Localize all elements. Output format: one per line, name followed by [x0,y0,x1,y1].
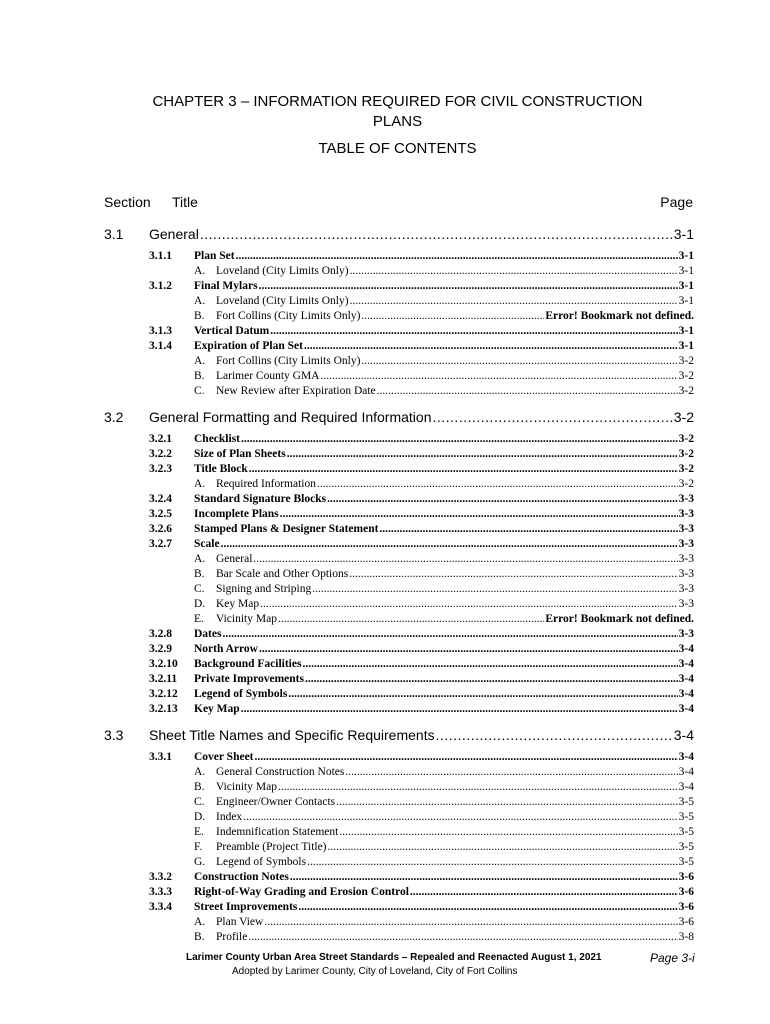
toc-title: Legend of Symbols [194,688,288,700]
toc-title: Key Map [194,703,240,715]
toc-page-number: 3-4 [678,751,694,763]
toc-page-number: 3-5 [678,841,694,853]
toc-entry [194,795,694,810]
toc-title-text: General Construction Notes [216,766,345,778]
toc-leader-dots [304,339,678,354]
toc-number: 3.2.6 [149,523,172,535]
toc-entry [194,582,694,597]
toc-page-number: 3-3 [678,598,694,610]
toc-page-number: 3-4 [678,781,694,793]
toc-number: 3.1.4 [149,340,172,352]
toc-entry [149,725,694,745]
toc-page-number: 3-2 [678,433,694,445]
toc-leader-dots [241,702,678,717]
toc-letter: D. [194,811,206,823]
toc-title [194,294,349,309]
toc-entry [194,810,694,825]
toc-entry [194,612,694,627]
toc-page-number: Error! Bookmark not defined. [545,613,694,625]
toc-title: General [149,226,199,242]
toc-page-number: 3-1 [678,295,694,307]
toc-entry [194,522,694,537]
toc-entry [194,432,694,447]
toc-page-number: 3-4 [678,766,694,778]
toc-letter: B. [194,931,205,943]
toc-title [194,825,338,840]
toc-leader-dots [327,492,678,507]
toc-letter: B. [194,568,205,580]
toc-title: Construction Notes [194,871,289,883]
toc-page-number: 3-6 [678,916,694,928]
toc-entry [194,900,694,915]
toc-number: 3.2.11 [149,673,178,685]
toc-entry [194,552,694,567]
toc-entry [194,597,694,612]
toc-leader-dots [236,249,678,264]
toc-leader-dots [221,537,678,552]
toc-title-text: Legend of Symbols [216,856,307,868]
toc-title: Title Block [194,463,248,475]
toc-title-text: Fort Collins (City Limits Only) [216,355,361,367]
toc-title: Sheet Title Names and Specific Requirements [149,727,435,743]
toc-number: 3.3.1 [149,751,172,763]
toc-letter: D. [194,598,206,610]
toc-letter: C. [194,385,205,397]
toc-entry [194,855,694,870]
toc-entry [194,780,694,795]
toc-letter: B. [194,310,205,322]
toc-page-number: 3-2 [678,478,694,490]
toc-leader-dots [361,309,544,324]
toc-number: 3.2.7 [149,538,172,550]
toc-title: Background Facilities [194,658,302,670]
toc-page-number: 3-6 [678,871,694,883]
toc-leader-dots [243,810,677,825]
toc-title [194,795,335,810]
toc-page-number: 3-4 [673,727,694,743]
toc-title [194,552,252,567]
toc-page-number: 3-2 [678,448,694,460]
toc-entry [194,324,694,339]
toc-page-number: 3-2 [678,355,694,367]
toc-entry [194,765,694,780]
toc-number: 3.2.9 [149,643,172,655]
toc-entry [194,249,694,264]
toc-leader-dots [278,612,544,627]
toc-page-number: Error! Bookmark not defined. [545,310,694,322]
toc-page-number: 3-6 [678,886,694,898]
toc-leader-dots [290,870,678,885]
toc-letter: A. [194,295,206,307]
toc-leader-dots [278,780,678,795]
toc-page-number: 3-5 [678,856,694,868]
toc-leader-dots [379,522,677,537]
toc-page-number: 3-1 [678,250,694,262]
footer-standards-title: Larimer County Urban Area Street Standards – Repealed and Reenacted August 1, 2021 [186,952,602,963]
toc-page-number: 3-1 [673,226,694,242]
toc-page-number: 3-3 [678,628,694,640]
toc-page-number: 3-8 [678,931,694,943]
toc-title-text: Profile [216,931,248,943]
toc-leader-dots [317,477,678,492]
toc-leader-dots [222,627,677,642]
toc-number: 3.2.2 [149,448,172,460]
toc-heading: TABLE OF CONTENTS [318,140,477,157]
toc-title: Incomplete Plans [194,508,279,520]
toc-title-text: General [216,553,253,565]
toc-page-number: 3-2 [678,370,694,382]
toc-title [194,780,277,795]
toc-title [194,597,259,612]
toc-title: Cover Sheet [194,751,254,763]
footer-page-number: Page 3-i [650,951,695,965]
toc-entry [194,354,694,369]
toc-entry [194,657,694,672]
toc-number: 3.1.1 [149,250,172,262]
toc-title: General Formatting and Required Information [149,409,432,425]
toc-title: North Arrow [194,643,258,655]
toc-title [194,567,348,582]
toc-number: 3.3 [104,727,124,743]
toc-leader-dots [241,432,678,447]
toc-title [194,384,376,399]
toc-leader-dots [345,765,677,780]
toc-page-number: 3-3 [678,538,694,550]
toc-page-number: 3-4 [678,658,694,670]
footer-adopted-by: Adopted by Larimer County, City of Loveland, City of Fort Collins [232,966,518,977]
toc-leader-dots [260,597,678,612]
toc-title: Street Improvements [194,901,298,913]
toc-leader-dots [377,384,678,399]
toc-letter: A. [194,265,206,277]
toc-leader-dots [302,657,677,672]
toc-page-number: 3-2 [678,463,694,475]
toc-title-text: Indemnification Statement [216,826,339,838]
toc-title-text: Index [216,811,243,823]
toc-leader-dots [253,552,677,567]
toc-leader-dots [200,224,673,244]
toc-title-text: Vicinity Map [216,613,277,625]
toc-page-number: 3-3 [678,553,694,565]
toc-title [194,855,306,870]
toc-title: Plan Set [194,250,235,262]
toc-leader-dots [255,750,678,765]
chapter-title-line2: PLANS [372,113,423,130]
toc-leader-dots [432,407,672,427]
toc-page-number: 3-3 [678,493,694,505]
toc-number: 3.3.3 [149,886,172,898]
toc-entry [194,264,694,279]
toc-entry [194,369,694,384]
toc-title-text: Larimer County GMA [216,370,320,382]
toc-number: 3.2.3 [149,463,172,475]
toc-letter: A. [194,766,206,778]
column-header-section: Section [104,194,151,210]
toc-entry [194,840,694,855]
toc-title [194,840,327,855]
toc-title-text: Plan View [216,916,264,928]
toc-leader-dots [259,642,678,657]
toc-title [194,309,360,324]
toc-title: Final Mylars [194,280,258,292]
toc-number: 3.2.12 [149,688,178,700]
toc-letter: C. [194,796,205,808]
toc-number: 3.1.3 [149,325,172,337]
toc-entry [194,447,694,462]
toc-entry [194,870,694,885]
toc-title-text: Fort Collins (City Limits Only) [216,310,361,322]
toc-entry [149,224,694,244]
toc-leader-dots [280,507,678,522]
toc-leader-dots [339,825,677,840]
toc-entry [194,492,694,507]
toc-letter: G. [194,856,206,868]
toc-entry [194,930,694,945]
toc-title: Right-of-Way Grading and Erosion Control [194,886,409,898]
toc-page-number: 3-5 [678,811,694,823]
toc-letter: E. [194,613,204,625]
toc-page-number: 3-4 [678,688,694,700]
toc-entry [194,384,694,399]
toc-leader-dots [305,672,678,687]
toc-entry [194,687,694,702]
toc-page-number: 3-1 [678,265,694,277]
column-header-title: Title [172,194,198,210]
toc-letter: F. [194,841,203,853]
toc-leader-dots [307,855,678,870]
toc-entry [149,407,694,427]
toc-entry [194,339,694,354]
toc-entry [194,537,694,552]
toc-entry [194,462,694,477]
toc-page-number: 3-3 [678,568,694,580]
toc-title-text: Preamble (Project Title) [216,841,327,853]
toc-number: 3.2.8 [149,628,172,640]
toc-leader-dots [287,447,678,462]
toc-title: Size of Plan Sheets [194,448,286,460]
toc-leader-dots [349,567,677,582]
toc-title [194,915,263,930]
toc-leader-dots [312,582,677,597]
toc-letter: A. [194,916,206,928]
toc-entry [194,507,694,522]
toc-title [194,369,319,384]
toc-page-number: 3-5 [678,826,694,838]
toc-number: 3.1 [104,226,124,242]
toc-page-number: 3-4 [678,673,694,685]
toc-title-text: Signing and Striping [216,583,312,595]
toc-number: 3.2.1 [149,433,172,445]
toc-leader-dots [320,369,677,384]
toc-page-number: 3-1 [678,325,694,337]
toc-title: Expiration of Plan Set [194,340,303,352]
toc-title: Stamped Plans & Designer Statement [194,523,379,535]
toc-letter: A. [194,355,206,367]
toc-leader-dots [328,840,678,855]
toc-title [194,264,349,279]
toc-number: 3.1.2 [149,280,172,292]
toc-entry [194,627,694,642]
toc-entry [194,915,694,930]
toc-entry [194,642,694,657]
toc-title-text: Bar Scale and Other Options [216,568,349,580]
toc-entry [194,567,694,582]
toc-title [194,477,316,492]
toc-page-number: 3-1 [678,280,694,292]
toc-page-number: 3-4 [678,643,694,655]
toc-letter: B. [194,781,205,793]
toc-leader-dots [270,324,677,339]
toc-title: Standard Signature Blocks [194,493,327,505]
toc-page-number: 3-3 [678,508,694,520]
toc-title [194,612,277,627]
toc-number: 3.2.5 [149,508,172,520]
toc-title-text: Loveland (City Limits Only) [216,295,349,307]
toc-letter: A. [194,478,206,490]
toc-leader-dots [361,354,677,369]
toc-entry [194,294,694,309]
toc-leader-dots [249,462,678,477]
toc-title-text: Engineer/Owner Contacts [216,796,336,808]
toc-title: Scale [194,538,220,550]
toc-leader-dots [264,915,677,930]
toc-leader-dots [248,930,677,945]
chapter-title-line1: CHAPTER 3 – INFORMATION REQUIRED FOR CIVIL CONSTRUCTION [152,93,643,110]
toc-title-text: Key Map [216,598,260,610]
toc-number: 3.2.10 [149,658,178,670]
toc-letter: B. [194,370,205,382]
toc-leader-dots [410,885,678,900]
toc-letter: C. [194,583,205,595]
toc-number: 3.3.4 [149,901,172,913]
toc-title [194,582,311,597]
toc-number: 3.2 [104,409,124,425]
toc-leader-dots [350,294,678,309]
chapter-title [100,92,695,132]
toc-page-number: 3-6 [678,901,694,913]
toc-leader-dots [350,264,678,279]
toc-entry [194,702,694,717]
toc-title [194,765,344,780]
toc-number: 3.2.13 [149,703,178,715]
toc-title-text: Loveland (City Limits Only) [216,265,349,277]
toc-leader-dots [259,279,678,294]
toc-entry [194,825,694,840]
toc-leader-dots [436,725,673,745]
toc-letter: E. [194,826,204,838]
toc-title [194,354,360,369]
column-header-page: Page [660,194,693,210]
toc-entry [194,750,694,765]
toc-entry [194,672,694,687]
toc-letter: A. [194,553,206,565]
toc-page-number: 3-5 [678,796,694,808]
toc-title: Vertical Datum [194,325,270,337]
toc-page-number: 3-4 [678,703,694,715]
toc-page-number: 3-2 [673,409,694,425]
toc-title: Private Improvements [194,673,304,685]
toc-entry [194,477,694,492]
toc-title [194,810,242,825]
toc-page-number: 3-3 [678,583,694,595]
toc-leader-dots [298,900,677,915]
toc-leader-dots [336,795,678,810]
toc-page-number: 3-3 [678,523,694,535]
toc-entry [194,309,694,324]
toc-title-text: Required Information [216,478,316,490]
toc-title-text: New Review after Expiration Date [216,385,376,397]
toc-number: 3.2.4 [149,493,172,505]
toc-entry [194,279,694,294]
toc-leader-dots [288,687,677,702]
toc-number: 3.3.2 [149,871,172,883]
toc-title-text: Vicinity Map [216,781,277,793]
toc-title: Dates [194,628,222,640]
toc-entry [194,885,694,900]
toc-title [194,930,247,945]
toc-page-number: 3-2 [678,385,694,397]
toc-page-number: 3-1 [678,340,694,352]
toc-title: Checklist [194,433,240,445]
